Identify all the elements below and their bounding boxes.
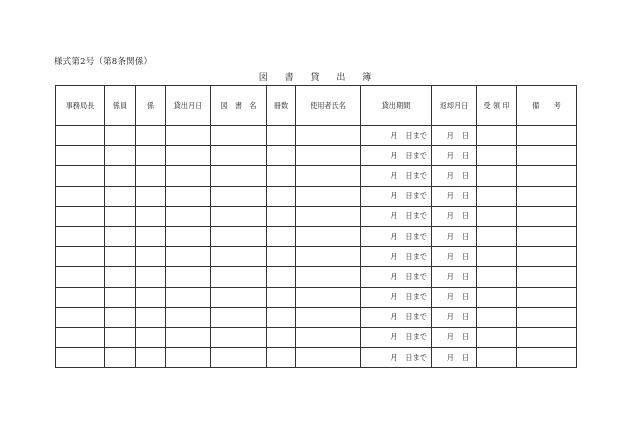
- table-row: [56, 226, 577, 246]
- cell-remarks[interactable]: [517, 247, 577, 267]
- period-until-label: 日まで: [405, 170, 427, 180]
- cell-book-title[interactable]: [211, 126, 267, 146]
- cell-return-date[interactable]: [432, 267, 477, 287]
- cell-lend-date[interactable]: [166, 206, 211, 226]
- cell-section[interactable]: [136, 267, 166, 287]
- cell-lend-date[interactable]: [166, 126, 211, 146]
- return-day-label: 日: [462, 271, 470, 281]
- period-until-label: 日まで: [405, 271, 427, 281]
- table-row: [56, 287, 577, 307]
- cell-section[interactable]: [136, 307, 166, 327]
- cell-book-title[interactable]: [211, 206, 267, 226]
- cell-remarks[interactable]: [517, 307, 577, 327]
- cell-volumes[interactable]: [267, 126, 296, 146]
- cell-staff[interactable]: [105, 348, 136, 368]
- form-number: 様式第2号（第8条関係）: [54, 57, 153, 67]
- cell-staff[interactable]: [105, 206, 136, 226]
- ledger-body: [56, 126, 577, 368]
- cell-lend-date[interactable]: [166, 146, 211, 166]
- cell-volumes[interactable]: [267, 287, 296, 307]
- form-title: [0, 70, 630, 83]
- return-day-label: 日: [462, 170, 470, 180]
- cell-remarks[interactable]: [517, 348, 577, 368]
- cell-receipt-seal[interactable]: [477, 226, 517, 246]
- cell-remarks[interactable]: [517, 267, 577, 287]
- table-row: [56, 166, 577, 186]
- cell-director[interactable]: [56, 287, 105, 307]
- cell-lend-period[interactable]: [361, 146, 432, 166]
- cell-lend-period[interactable]: [361, 307, 432, 327]
- cell-return-date[interactable]: [432, 166, 477, 186]
- period-until-label: 日まで: [405, 251, 427, 261]
- cell-staff[interactable]: [105, 287, 136, 307]
- period-until-label: 日まで: [405, 191, 427, 201]
- return-month-label: 月: [446, 170, 454, 180]
- period-month-label: 月: [390, 150, 398, 160]
- period-until-label: 日まで: [405, 231, 427, 241]
- cell-lend-date[interactable]: [166, 307, 211, 327]
- cell-section[interactable]: [136, 348, 166, 368]
- cell-staff[interactable]: [105, 247, 136, 267]
- cell-staff[interactable]: [105, 186, 136, 206]
- period-month-label: 月: [390, 292, 398, 302]
- cell-volumes[interactable]: [267, 226, 296, 246]
- form-title-char: 簿: [362, 73, 372, 83]
- header-staff: 係員: [105, 86, 136, 126]
- cell-director[interactable]: [56, 186, 105, 206]
- cell-volumes[interactable]: [267, 307, 296, 327]
- period-month-label: 月: [390, 332, 398, 342]
- cell-staff[interactable]: [105, 226, 136, 246]
- header-remarks: 備 考: [517, 86, 577, 126]
- form-title-char: 書: [284, 73, 294, 83]
- table-row: [56, 186, 577, 206]
- cell-user-name[interactable]: [296, 307, 361, 327]
- table-row: [56, 247, 577, 267]
- cell-remarks[interactable]: [517, 287, 577, 307]
- period-month-label: 月: [390, 130, 398, 140]
- period-month-label: 月: [390, 271, 398, 281]
- cell-receipt-seal[interactable]: [477, 126, 517, 146]
- cell-book-title[interactable]: [211, 267, 267, 287]
- period-month-label: 月: [390, 352, 398, 362]
- cell-director[interactable]: [56, 126, 105, 146]
- return-month-label: 月: [446, 211, 454, 221]
- cell-volumes[interactable]: [267, 327, 296, 347]
- cell-lend-date[interactable]: [166, 247, 211, 267]
- cell-return-date[interactable]: [432, 126, 477, 146]
- cell-return-date[interactable]: [432, 287, 477, 307]
- cell-staff[interactable]: [105, 307, 136, 327]
- cell-remarks[interactable]: [517, 206, 577, 226]
- cell-lend-period[interactable]: [361, 327, 432, 347]
- form-title-char: 出: [336, 73, 346, 83]
- table-row: [56, 146, 577, 166]
- table-row: [56, 206, 577, 226]
- header-user-name: 使用者氏名: [296, 86, 361, 126]
- period-month-label: 月: [390, 191, 398, 201]
- cell-book-title[interactable]: [211, 307, 267, 327]
- table-row: [56, 307, 577, 327]
- cell-lend-period[interactable]: [361, 247, 432, 267]
- header-receipt-seal: 受 領 印: [477, 86, 517, 126]
- cell-lend-period[interactable]: [361, 166, 432, 186]
- cell-user-name[interactable]: [296, 166, 361, 186]
- cell-director[interactable]: [56, 226, 105, 246]
- cell-receipt-seal[interactable]: [477, 166, 517, 186]
- cell-user-name[interactable]: [296, 146, 361, 166]
- header-return-date: 返却月日: [432, 86, 477, 126]
- period-until-label: 日まで: [405, 292, 427, 302]
- return-day-label: 日: [462, 231, 470, 241]
- table-row: [56, 348, 577, 368]
- cell-user-name[interactable]: [296, 126, 361, 146]
- return-month-label: 月: [446, 312, 454, 322]
- cell-lend-date[interactable]: [166, 348, 211, 368]
- cell-lend-period[interactable]: [361, 287, 432, 307]
- cell-lend-period[interactable]: [361, 206, 432, 226]
- period-month-label: 月: [390, 170, 398, 180]
- cell-book-title[interactable]: [211, 146, 267, 166]
- cell-lend-date[interactable]: [166, 166, 211, 186]
- period-until-label: 日まで: [405, 150, 427, 160]
- cell-receipt-seal[interactable]: [477, 327, 517, 347]
- cell-user-name[interactable]: [296, 247, 361, 267]
- cell-lend-period[interactable]: [361, 348, 432, 368]
- return-month-label: 月: [446, 332, 454, 342]
- cell-return-date[interactable]: [432, 327, 477, 347]
- cell-volumes[interactable]: [267, 206, 296, 226]
- period-until-label: 日まで: [405, 130, 427, 140]
- cell-user-name[interactable]: [296, 348, 361, 368]
- cell-receipt-seal[interactable]: [477, 247, 517, 267]
- cell-section[interactable]: [136, 146, 166, 166]
- cell-user-name[interactable]: [296, 226, 361, 246]
- return-month-label: 月: [446, 271, 454, 281]
- cell-return-date[interactable]: [432, 247, 477, 267]
- table-row: [56, 327, 577, 347]
- cell-lend-period[interactable]: [361, 126, 432, 146]
- return-month-label: 月: [446, 251, 454, 261]
- header-lend-period: 貸出期間: [361, 86, 432, 126]
- header-section: 係: [136, 86, 166, 126]
- cell-staff[interactable]: [105, 267, 136, 287]
- header-director: 事務局長: [56, 86, 105, 126]
- cell-director[interactable]: [56, 146, 105, 166]
- return-day-label: 日: [462, 251, 470, 261]
- cell-user-name[interactable]: [296, 287, 361, 307]
- cell-remarks[interactable]: [517, 226, 577, 246]
- period-until-label: 日まで: [405, 352, 427, 362]
- cell-book-title[interactable]: [211, 166, 267, 186]
- cell-section[interactable]: [136, 226, 166, 246]
- cell-lend-period[interactable]: [361, 267, 432, 287]
- cell-director[interactable]: [56, 307, 105, 327]
- return-month-label: 月: [446, 191, 454, 201]
- cell-book-title[interactable]: [211, 186, 267, 206]
- cell-remarks[interactable]: [517, 327, 577, 347]
- cell-remarks[interactable]: [517, 126, 577, 146]
- cell-director[interactable]: [56, 166, 105, 186]
- cell-lend-period[interactable]: [361, 226, 432, 246]
- cell-volumes[interactable]: [267, 247, 296, 267]
- return-day-label: 日: [462, 211, 470, 221]
- table-row: [56, 267, 577, 287]
- return-day-label: 日: [462, 150, 470, 160]
- cell-volumes[interactable]: [267, 348, 296, 368]
- cell-volumes[interactable]: [267, 267, 296, 287]
- form-title-char: 図: [258, 73, 268, 83]
- cell-receipt-seal[interactable]: [477, 206, 517, 226]
- cell-user-name[interactable]: [296, 327, 361, 347]
- cell-receipt-seal[interactable]: [477, 186, 517, 206]
- cell-book-title[interactable]: [211, 226, 267, 246]
- cell-return-date[interactable]: [432, 146, 477, 166]
- cell-lend-date[interactable]: [166, 226, 211, 246]
- cell-book-title[interactable]: [211, 247, 267, 267]
- cell-book-title[interactable]: [211, 348, 267, 368]
- period-until-label: 日まで: [405, 332, 427, 342]
- cell-director[interactable]: [56, 327, 105, 347]
- return-day-label: 日: [462, 312, 470, 322]
- cell-return-date[interactable]: [432, 307, 477, 327]
- cell-lend-date[interactable]: [166, 327, 211, 347]
- cell-staff[interactable]: [105, 166, 136, 186]
- return-day-label: 日: [462, 292, 470, 302]
- cell-section[interactable]: [136, 166, 166, 186]
- cell-book-title[interactable]: [211, 287, 267, 307]
- return-month-label: 月: [446, 292, 454, 302]
- return-month-label: 月: [446, 231, 454, 241]
- cell-staff[interactable]: [105, 327, 136, 347]
- cell-section[interactable]: [136, 247, 166, 267]
- cell-receipt-seal[interactable]: [477, 146, 517, 166]
- lending-ledger-table: [55, 85, 577, 368]
- cell-user-name[interactable]: [296, 206, 361, 226]
- cell-return-date[interactable]: [432, 226, 477, 246]
- cell-lend-date[interactable]: [166, 186, 211, 206]
- cell-lend-period[interactable]: [361, 186, 432, 206]
- cell-section[interactable]: [136, 126, 166, 146]
- cell-section[interactable]: [136, 287, 166, 307]
- period-month-label: 月: [390, 251, 398, 261]
- cell-director[interactable]: [56, 247, 105, 267]
- return-day-label: 日: [462, 332, 470, 342]
- cell-lend-date[interactable]: [166, 267, 211, 287]
- cell-book-title[interactable]: [211, 327, 267, 347]
- period-month-label: 月: [390, 312, 398, 322]
- return-day-label: 日: [462, 130, 470, 140]
- return-day-label: 日: [462, 352, 470, 362]
- cell-return-date[interactable]: [432, 186, 477, 206]
- cell-user-name[interactable]: [296, 186, 361, 206]
- cell-volumes[interactable]: [267, 146, 296, 166]
- period-month-label: 月: [390, 231, 398, 241]
- cell-return-date[interactable]: [432, 206, 477, 226]
- cell-receipt-seal[interactable]: [477, 348, 517, 368]
- cell-section[interactable]: [136, 186, 166, 206]
- table-row: [56, 126, 577, 146]
- cell-director[interactable]: [56, 267, 105, 287]
- form-title-char: 貸: [310, 73, 320, 83]
- cell-receipt-seal[interactable]: [477, 267, 517, 287]
- cell-receipt-seal[interactable]: [477, 307, 517, 327]
- header-volumes: 冊数: [267, 86, 296, 126]
- header-lend-date: 貸出月日: [166, 86, 211, 126]
- cell-user-name[interactable]: [296, 267, 361, 287]
- header-row: [56, 86, 577, 126]
- cell-volumes[interactable]: [267, 186, 296, 206]
- cell-remarks[interactable]: [517, 166, 577, 186]
- cell-lend-date[interactable]: [166, 287, 211, 307]
- cell-volumes[interactable]: [267, 166, 296, 186]
- cell-remarks[interactable]: [517, 146, 577, 166]
- cell-staff[interactable]: [105, 146, 136, 166]
- period-month-label: 月: [390, 211, 398, 221]
- period-until-label: 日まで: [405, 211, 427, 221]
- return-month-label: 月: [446, 352, 454, 362]
- cell-section[interactable]: [136, 206, 166, 226]
- return-month-label: 月: [446, 150, 454, 160]
- cell-remarks[interactable]: [517, 186, 577, 206]
- period-until-label: 日まで: [405, 312, 427, 322]
- header-book-title: 図 書 名: [211, 86, 267, 126]
- cell-receipt-seal[interactable]: [477, 287, 517, 307]
- cell-director[interactable]: [56, 348, 105, 368]
- cell-section[interactable]: [136, 327, 166, 347]
- return-month-label: 月: [446, 130, 454, 140]
- return-day-label: 日: [462, 191, 470, 201]
- cell-return-date[interactable]: [432, 348, 477, 368]
- cell-director[interactable]: [56, 206, 105, 226]
- cell-staff[interactable]: [105, 126, 136, 146]
